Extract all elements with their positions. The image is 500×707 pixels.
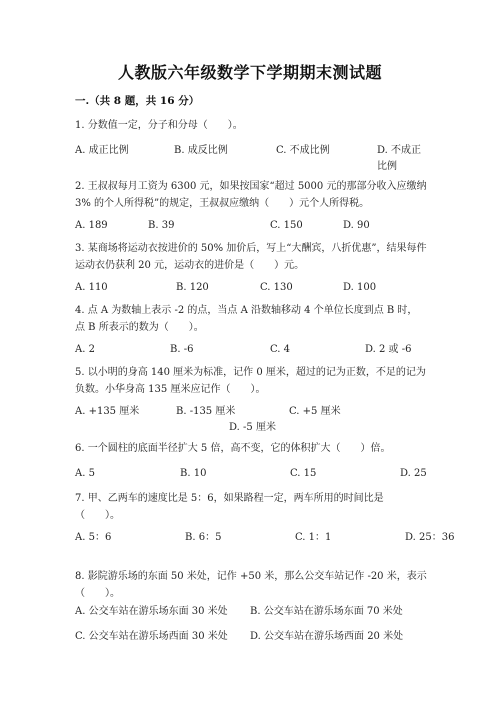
option-a[interactable]: A. 5 bbox=[75, 468, 95, 479]
option-a[interactable]: A. 5：6 bbox=[75, 532, 112, 543]
question-2-options bbox=[75, 218, 427, 234]
option-a[interactable]: A. 公交车站在游乐场东面 30 米处 bbox=[75, 606, 228, 617]
option-d[interactable]: D. 90 bbox=[343, 220, 370, 231]
question-4-options bbox=[75, 342, 427, 358]
question-5-stem: 5. 以小明的身高 140 厘米为标准，记作 0 厘米，超过的记为正数，不足的记为负数。小华身高 135 厘米应记作（ ）。 bbox=[75, 367, 426, 395]
option-c[interactable]: C. 公交车站在游乐场西面 30 米处 bbox=[75, 631, 228, 642]
section-heading: 一.（共 8 题，共 16 分） bbox=[75, 95, 200, 107]
option-c[interactable]: C. 4 bbox=[270, 344, 291, 355]
page-title: 人教版六年级数学下学期期末测试题 bbox=[117, 63, 382, 82]
option-d[interactable]: D. 25：36 bbox=[405, 532, 455, 543]
option-c[interactable]: C. 1：1 bbox=[295, 532, 332, 543]
option-d[interactable]: D. 公交车站在游乐场西面 20 米处 bbox=[250, 631, 404, 642]
option-d[interactable]: D. 25 bbox=[400, 468, 427, 479]
question-4-stem: 4. 点 A 为数轴上表示 -2 的点，当点 A 沿数轴移动 4 个单位长度到点 B 时，点 B 所表示的数为（ ）。 bbox=[75, 305, 418, 333]
option-c[interactable]: C. +5 厘米 bbox=[289, 406, 341, 417]
option-a[interactable]: A. 2 bbox=[75, 344, 95, 355]
option-a[interactable]: A. 成正比例 bbox=[75, 145, 129, 156]
question-8-options bbox=[75, 604, 427, 652]
option-d[interactable]: D. 不成正比例 bbox=[377, 145, 422, 172]
option-b[interactable]: B. -135 厘米 bbox=[176, 406, 236, 417]
option-d[interactable]: D. 100 bbox=[343, 282, 377, 293]
option-b[interactable]: B. 成反比例 bbox=[174, 145, 228, 156]
option-a[interactable]: A. 189 bbox=[75, 220, 108, 231]
option-b[interactable]: B. 39 bbox=[148, 220, 175, 231]
option-a[interactable]: A. +135 厘米 bbox=[75, 406, 140, 417]
option-b[interactable]: B. -6 bbox=[170, 344, 194, 355]
question-3-options bbox=[75, 280, 427, 296]
option-c[interactable]: C. 130 bbox=[260, 282, 293, 293]
question-1-options bbox=[75, 143, 427, 175]
option-c[interactable]: C. 150 bbox=[270, 220, 303, 231]
question-6-stem: 6. 一个圆柱的底面半径扩大 5 倍，高不变，它的体积扩大（ ）倍。 bbox=[75, 443, 391, 454]
option-c[interactable]: C. 15 bbox=[290, 468, 317, 479]
option-b[interactable]: B. 6：5 bbox=[185, 532, 222, 543]
option-d[interactable]: D. -5 厘米 bbox=[229, 422, 276, 433]
question-7-stem: 7. 甲、乙两车的速度比是 5：6，如果路程一定，两车所用的时间比是（ ）。 bbox=[75, 493, 384, 521]
option-b[interactable]: B. 公交车站在游乐场东面 70 米处 bbox=[250, 606, 403, 617]
option-c[interactable]: C. 不成比例 bbox=[276, 145, 330, 156]
option-d[interactable]: D. 2 或 -6 bbox=[365, 344, 412, 355]
question-8-stem: 8. 影院游乐场的东面 50 米处，记作 +50 米，那么公交车站记作 -20 米，表示（ ）。 bbox=[75, 571, 427, 599]
question-6-options bbox=[75, 466, 427, 482]
option-a[interactable]: A. 110 bbox=[75, 282, 108, 293]
question-1-stem: 1. 分数值一定，分子和分母（ ）。 bbox=[75, 120, 243, 131]
question-7-options bbox=[75, 530, 455, 562]
question-3-stem: 3. 某商场将运动衣按进价的 50% 加价后，写上“大酬宾，八折优惠”，结果每件运动衣仍获利 20 元，运动衣的进价是（ ）元。 bbox=[75, 243, 427, 271]
option-b[interactable]: B. 120 bbox=[176, 282, 209, 293]
question-5-options bbox=[75, 404, 427, 436]
option-b[interactable]: B. 10 bbox=[180, 468, 207, 479]
question-2-stem: 2. 王叔叔每月工资为 6300 元，如果按国家“超过 5000 元的那部分收入应缴纳 3% 的个人所得税”的规定，王叔叔应缴纳（ ）元个人所得税。 bbox=[75, 181, 427, 209]
